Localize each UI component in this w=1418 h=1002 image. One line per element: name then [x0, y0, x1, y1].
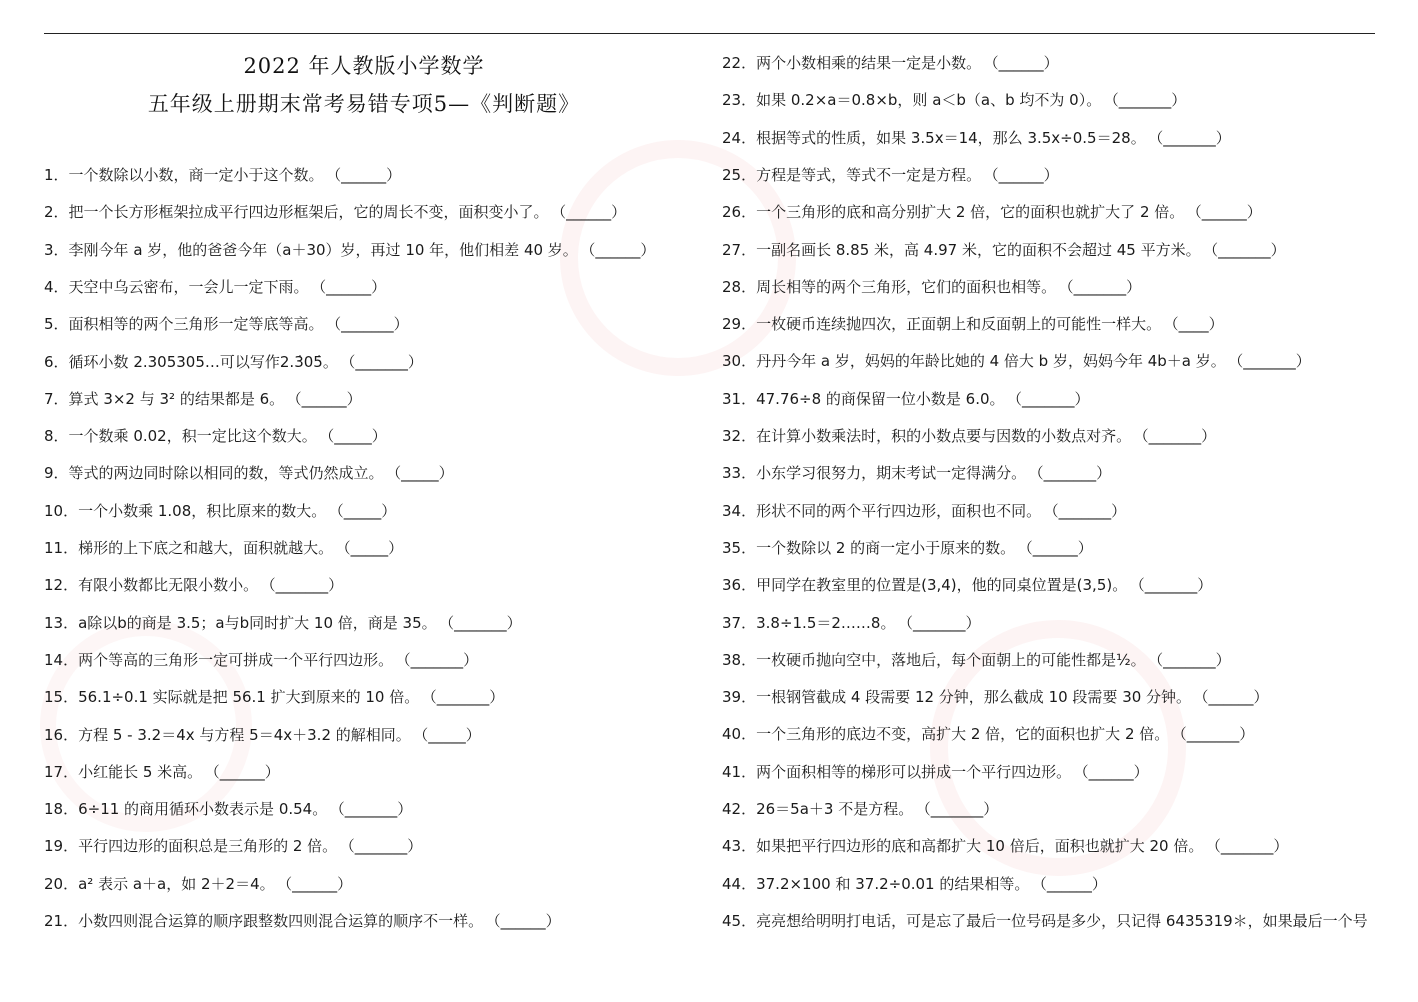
answer-blank[interactable]: （______）: [991, 54, 1059, 72]
answer-blank[interactable]: （______）: [991, 165, 1059, 184]
question-text: 面积相等的两个三角形一定等底等高。: [68, 315, 324, 334]
question-number: 17．: [44, 762, 79, 781]
question-text: 等式的两边同时除以相同的数，等式仍然成立。: [68, 464, 384, 483]
answer-blank[interactable]: （_______）: [429, 688, 505, 707]
question-item: [722, 762, 1149, 782]
answer-blank[interactable]: （_______）: [1111, 91, 1187, 110]
question-text: 小红能长 5 米高。: [78, 762, 203, 781]
question-number: 40．: [722, 725, 757, 744]
question-item: [44, 463, 454, 483]
question-text: 一枚硬币连续抛四次，正面朝上和反面朝上的可能性一样大。: [756, 315, 1162, 334]
question-text: 平行四边形的面积总是三角形的 2 倍。: [78, 837, 338, 856]
answer-blank[interactable]: （______）: [1194, 203, 1262, 222]
question-number: 34．: [722, 501, 757, 520]
question-text: 一个数乘 0.02，积一定比这个数大。: [68, 427, 317, 446]
question-number: 41．: [722, 762, 757, 781]
question-number: 33．: [722, 464, 757, 483]
question-item: [44, 762, 280, 782]
question-text: 一个三角形的底和高分别扩大 2 倍，它的面积也就扩大了 2 倍。: [756, 203, 1185, 222]
question-item: [44, 501, 396, 521]
question-number: 13．: [44, 613, 79, 632]
answer-blank[interactable]: （_______）: [333, 315, 409, 334]
question-text: 如果 0.2×a＝0.8×b，则 a＜b（a、b 均不为 0）。: [756, 91, 1102, 110]
question-text: 甲同学在教室里的位置是(3,4)，他的同桌位置是(3,5)。: [756, 576, 1128, 595]
question-number: 5．: [44, 315, 69, 334]
question-number: 31．: [722, 389, 757, 408]
question-number: 27．: [722, 240, 757, 259]
question-text: 如果把平行四边形的底和高都扩大 10 倍后，面积也就扩大 20 倍。: [756, 837, 1204, 856]
question-number: 1．: [44, 166, 69, 184]
answer-blank[interactable]: （_______）: [1036, 464, 1112, 483]
top-rule: [44, 33, 1375, 34]
question-number: 32．: [722, 427, 757, 445]
page-title-line2: 五年级上册期末常考易错专项5—《判断题》: [147, 92, 581, 116]
question-item: [722, 501, 1126, 521]
question-item: [44, 687, 504, 707]
answer-blank[interactable]: （______）: [284, 874, 353, 893]
answer-blank[interactable]: （_______）: [268, 576, 344, 595]
question-number: 10．: [44, 501, 79, 520]
answer-blank[interactable]: （_____）: [343, 539, 404, 557]
question-item: [722, 277, 1141, 297]
question-text: 李刚今年 a 岁，他的爸爸今年（a＋30）岁，再过 10 年，他们相差 40 岁。: [68, 240, 578, 259]
question-item: [44, 240, 655, 260]
question-text: 方程是等式，等式不一定是方程。: [756, 165, 982, 184]
question-text: 算式 3×2 与 3² 的结果都是 6。: [68, 389, 285, 408]
answer-blank[interactable]: （_______）: [905, 613, 981, 632]
question-text: 亮亮想给明明打电话，可是忘了最后一位号码是多少，只记得 6435319＊，如果最后一个号: [756, 911, 1368, 930]
question-item: [44, 202, 626, 222]
question-number: 44．: [722, 874, 757, 893]
question-item: [722, 724, 1254, 744]
question-item: [44, 650, 478, 670]
question-item: [44, 725, 481, 745]
answer-blank[interactable]: （_______）: [1210, 240, 1286, 259]
answer-blank[interactable]: （______）: [333, 166, 402, 184]
question-text: 26＝5a＋3 不是方程。: [756, 800, 914, 818]
question-number: 15．: [44, 688, 79, 707]
question-text: 梯形的上下底之和越大，面积就越大。: [78, 539, 334, 557]
question-number: 42．: [722, 800, 757, 818]
question-item: [722, 351, 1311, 371]
question-item: [722, 836, 1288, 856]
answer-blank[interactable]: （______）: [587, 240, 656, 259]
question-number: 39．: [722, 688, 757, 707]
question-number: 7．: [44, 389, 69, 408]
question-text: 一根钢管截成 4 段需要 12 分钟，那么截成 10 段需要 30 分钟。: [756, 688, 1192, 707]
question-text: 把一个长方形框架拉成平行四边形框架后，它的周长不变，面积变小了。: [68, 203, 549, 222]
answer-blank[interactable]: （_______）: [1137, 576, 1213, 595]
answer-blank[interactable]: （_____）: [420, 725, 481, 744]
question-number: 43．: [722, 837, 757, 856]
answer-blank[interactable]: （_______）: [1066, 277, 1142, 296]
question-number: 8．: [44, 427, 69, 446]
question-item: [44, 538, 403, 558]
answer-blank[interactable]: （_______）: [1141, 427, 1217, 445]
question-item: [722, 687, 1269, 707]
question-text: 小数四则混合运算的顺序跟整数四则混合运算的顺序不一样。: [78, 912, 484, 930]
question-number: 19．: [44, 837, 79, 856]
question-text: 56.1÷0.1 实际就是把 56.1 扩大到原来的 10 倍。: [78, 688, 420, 707]
question-text: 在计算小数乘法时，积的小数点要与因数的小数点对齐。: [756, 427, 1132, 445]
question-number: 35．: [722, 538, 757, 557]
answer-blank[interactable]: （_______）: [1014, 389, 1090, 408]
answer-blank[interactable]: （______）: [294, 389, 362, 408]
question-item: [722, 874, 1107, 894]
question-number: 29．: [722, 315, 757, 334]
answer-blank[interactable]: （______）: [1039, 874, 1107, 893]
question-item: [722, 128, 1231, 148]
question-number: 37．: [722, 613, 757, 632]
question-text: 形状不同的两个平行四边形，面积也不同。: [756, 501, 1042, 520]
question-item: [44, 426, 387, 446]
question-item: [722, 389, 1090, 409]
answer-blank[interactable]: （_______）: [403, 650, 479, 669]
question-number: 45．: [722, 911, 757, 930]
question-item: [44, 352, 423, 372]
question-text: 两个等高的三角形一定可拼成一个平行四边形。: [78, 650, 394, 669]
question-text: 丹丹今年 a 岁，妈妈的年龄比她的 4 倍大 b 岁，妈妈今年 4b＋a 岁。: [756, 352, 1226, 371]
question-text: 方程 5 - 3.2＝4x 与方程 5＝4x＋3.2 的解相同。: [78, 725, 411, 744]
answer-blank[interactable]: （____）: [1171, 315, 1224, 334]
question-text: 一个三角形的底边不变，高扩大 2 倍，它的面积也扩大 2 倍。: [756, 725, 1170, 744]
question-number: 21．: [44, 912, 79, 930]
question-number: 16．: [44, 725, 79, 744]
question-item: [722, 799, 998, 819]
question-item: [44, 613, 522, 633]
question-number: 28．: [722, 277, 757, 296]
answer-blank[interactable]: （_______）: [1155, 128, 1231, 147]
question-number: 26．: [722, 203, 757, 222]
question-text: 一个小数乘 1.08，积比原来的数大。: [78, 501, 327, 520]
question-item: [722, 463, 1111, 483]
answer-blank[interactable]: （______）: [1025, 538, 1093, 557]
question-text: 一个数除以 2 的商一定小于原来的数。: [756, 538, 1016, 557]
question-item: [44, 874, 352, 894]
question-item: [722, 165, 1059, 185]
question-text: 循环小数 2.305305…可以写作2.3̇05̇。: [68, 352, 338, 371]
answer-blank[interactable]: （______）: [558, 203, 627, 222]
answer-blank[interactable]: （_______）: [347, 352, 423, 371]
question-number: 30．: [722, 352, 757, 371]
question-number: 9．: [44, 464, 69, 483]
question-item: [44, 575, 343, 595]
question-item: [722, 202, 1262, 222]
question-text: a² 表示 a＋a，如 2＋2＝4。: [78, 874, 275, 893]
question-item: [44, 911, 561, 931]
answer-blank[interactable]: （_______）: [337, 800, 413, 819]
answer-blank[interactable]: （_____）: [326, 427, 387, 446]
question-item: [722, 911, 1368, 931]
question-item: [44, 389, 362, 409]
question-text: 一副名画长 8.85 米，高 4.97 米，它的面积不会超过 45 平方米。: [756, 240, 1201, 259]
question-number: 20．: [44, 874, 79, 893]
question-item: [722, 314, 1224, 334]
question-text: 3.8÷1.5＝2……8。: [756, 613, 896, 632]
question-number: 11．: [44, 539, 79, 557]
question-item: [44, 799, 412, 819]
question-item: [722, 90, 1186, 110]
question-text: 两个面积相等的梯形可以拼成一个平行四边形。: [756, 762, 1072, 781]
page-title-line1: 2022 年人教版小学数学: [243, 54, 485, 78]
answer-blank[interactable]: （_____）: [393, 464, 454, 483]
answer-blank[interactable]: （______）: [318, 277, 387, 296]
question-item: [722, 613, 980, 633]
question-text: 有限小数都比无限小数小。: [78, 576, 259, 595]
answer-blank[interactable]: （______）: [212, 762, 280, 781]
question-item: [722, 575, 1212, 595]
question-text: 根据等式的性质，如果 3.5x＝14，那么 3.5x÷0.5＝28。: [756, 128, 1146, 147]
question-item: [44, 836, 422, 856]
question-text: a除以b的商是 3.5；a与b同时扩大 10 倍，商是 35。: [78, 613, 437, 632]
question-item: [722, 240, 1286, 260]
question-number: 4．: [44, 277, 69, 296]
question-text: 47.76÷8 的商保留一位小数是 6.0。: [756, 389, 1005, 408]
question-text: 天空中乌云密布，一会儿一定下雨。: [68, 277, 309, 296]
question-number: 23．: [722, 91, 757, 110]
question-text: 小东学习很努力，期末考试一定得满分。: [756, 464, 1027, 483]
question-number: 38．: [722, 650, 757, 669]
question-item: [44, 314, 409, 334]
answer-blank[interactable]: （_______）: [347, 837, 423, 856]
answer-blank[interactable]: （______）: [1201, 688, 1269, 707]
question-item: [722, 538, 1093, 558]
question-number: 6．: [44, 352, 69, 371]
question-item: [44, 165, 401, 185]
answer-blank[interactable]: （_______）: [1213, 837, 1289, 856]
question-number: 18．: [44, 800, 79, 819]
question-number: 3．: [44, 240, 69, 259]
question-text: 周长相等的两个三角形，它们的面积也相等。: [756, 277, 1057, 296]
question-number: 12．: [44, 576, 79, 595]
answer-blank[interactable]: （_______）: [923, 800, 999, 818]
question-item: [44, 277, 386, 297]
question-number: 25．: [722, 165, 757, 184]
question-number: 14．: [44, 650, 79, 669]
answer-blank[interactable]: （______）: [1081, 762, 1149, 781]
question-number: 2．: [44, 203, 69, 222]
answer-blank[interactable]: （_______）: [1235, 352, 1311, 371]
answer-blank[interactable]: （_______）: [1179, 725, 1255, 744]
question-item: [722, 53, 1059, 73]
question-number: 36．: [722, 576, 757, 595]
question-text: 一枚硬币抛向空中，落地后，每个面朝上的可能性都是½。: [756, 650, 1146, 669]
answer-blank[interactable]: （______）: [493, 912, 561, 930]
question-text: 两个小数相乘的结果一定是小数。: [756, 54, 982, 72]
question-item: [722, 650, 1231, 670]
question-item: [722, 426, 1216, 446]
question-text: 37.2×100 和 37.2÷0.01 的结果相等。: [756, 874, 1030, 893]
answer-blank[interactable]: （_______）: [1051, 501, 1127, 520]
question-number: 24．: [722, 128, 757, 147]
answer-blank[interactable]: （_____）: [336, 501, 397, 520]
question-text: 6÷11 的商用循环小数表示是 0.54。: [78, 800, 328, 819]
answer-blank[interactable]: （_______）: [1155, 650, 1231, 669]
question-number: 22．: [722, 54, 757, 72]
question-text: 一个数除以小数，商一定小于这个数。: [68, 166, 324, 184]
answer-blank[interactable]: （_______）: [446, 613, 522, 632]
